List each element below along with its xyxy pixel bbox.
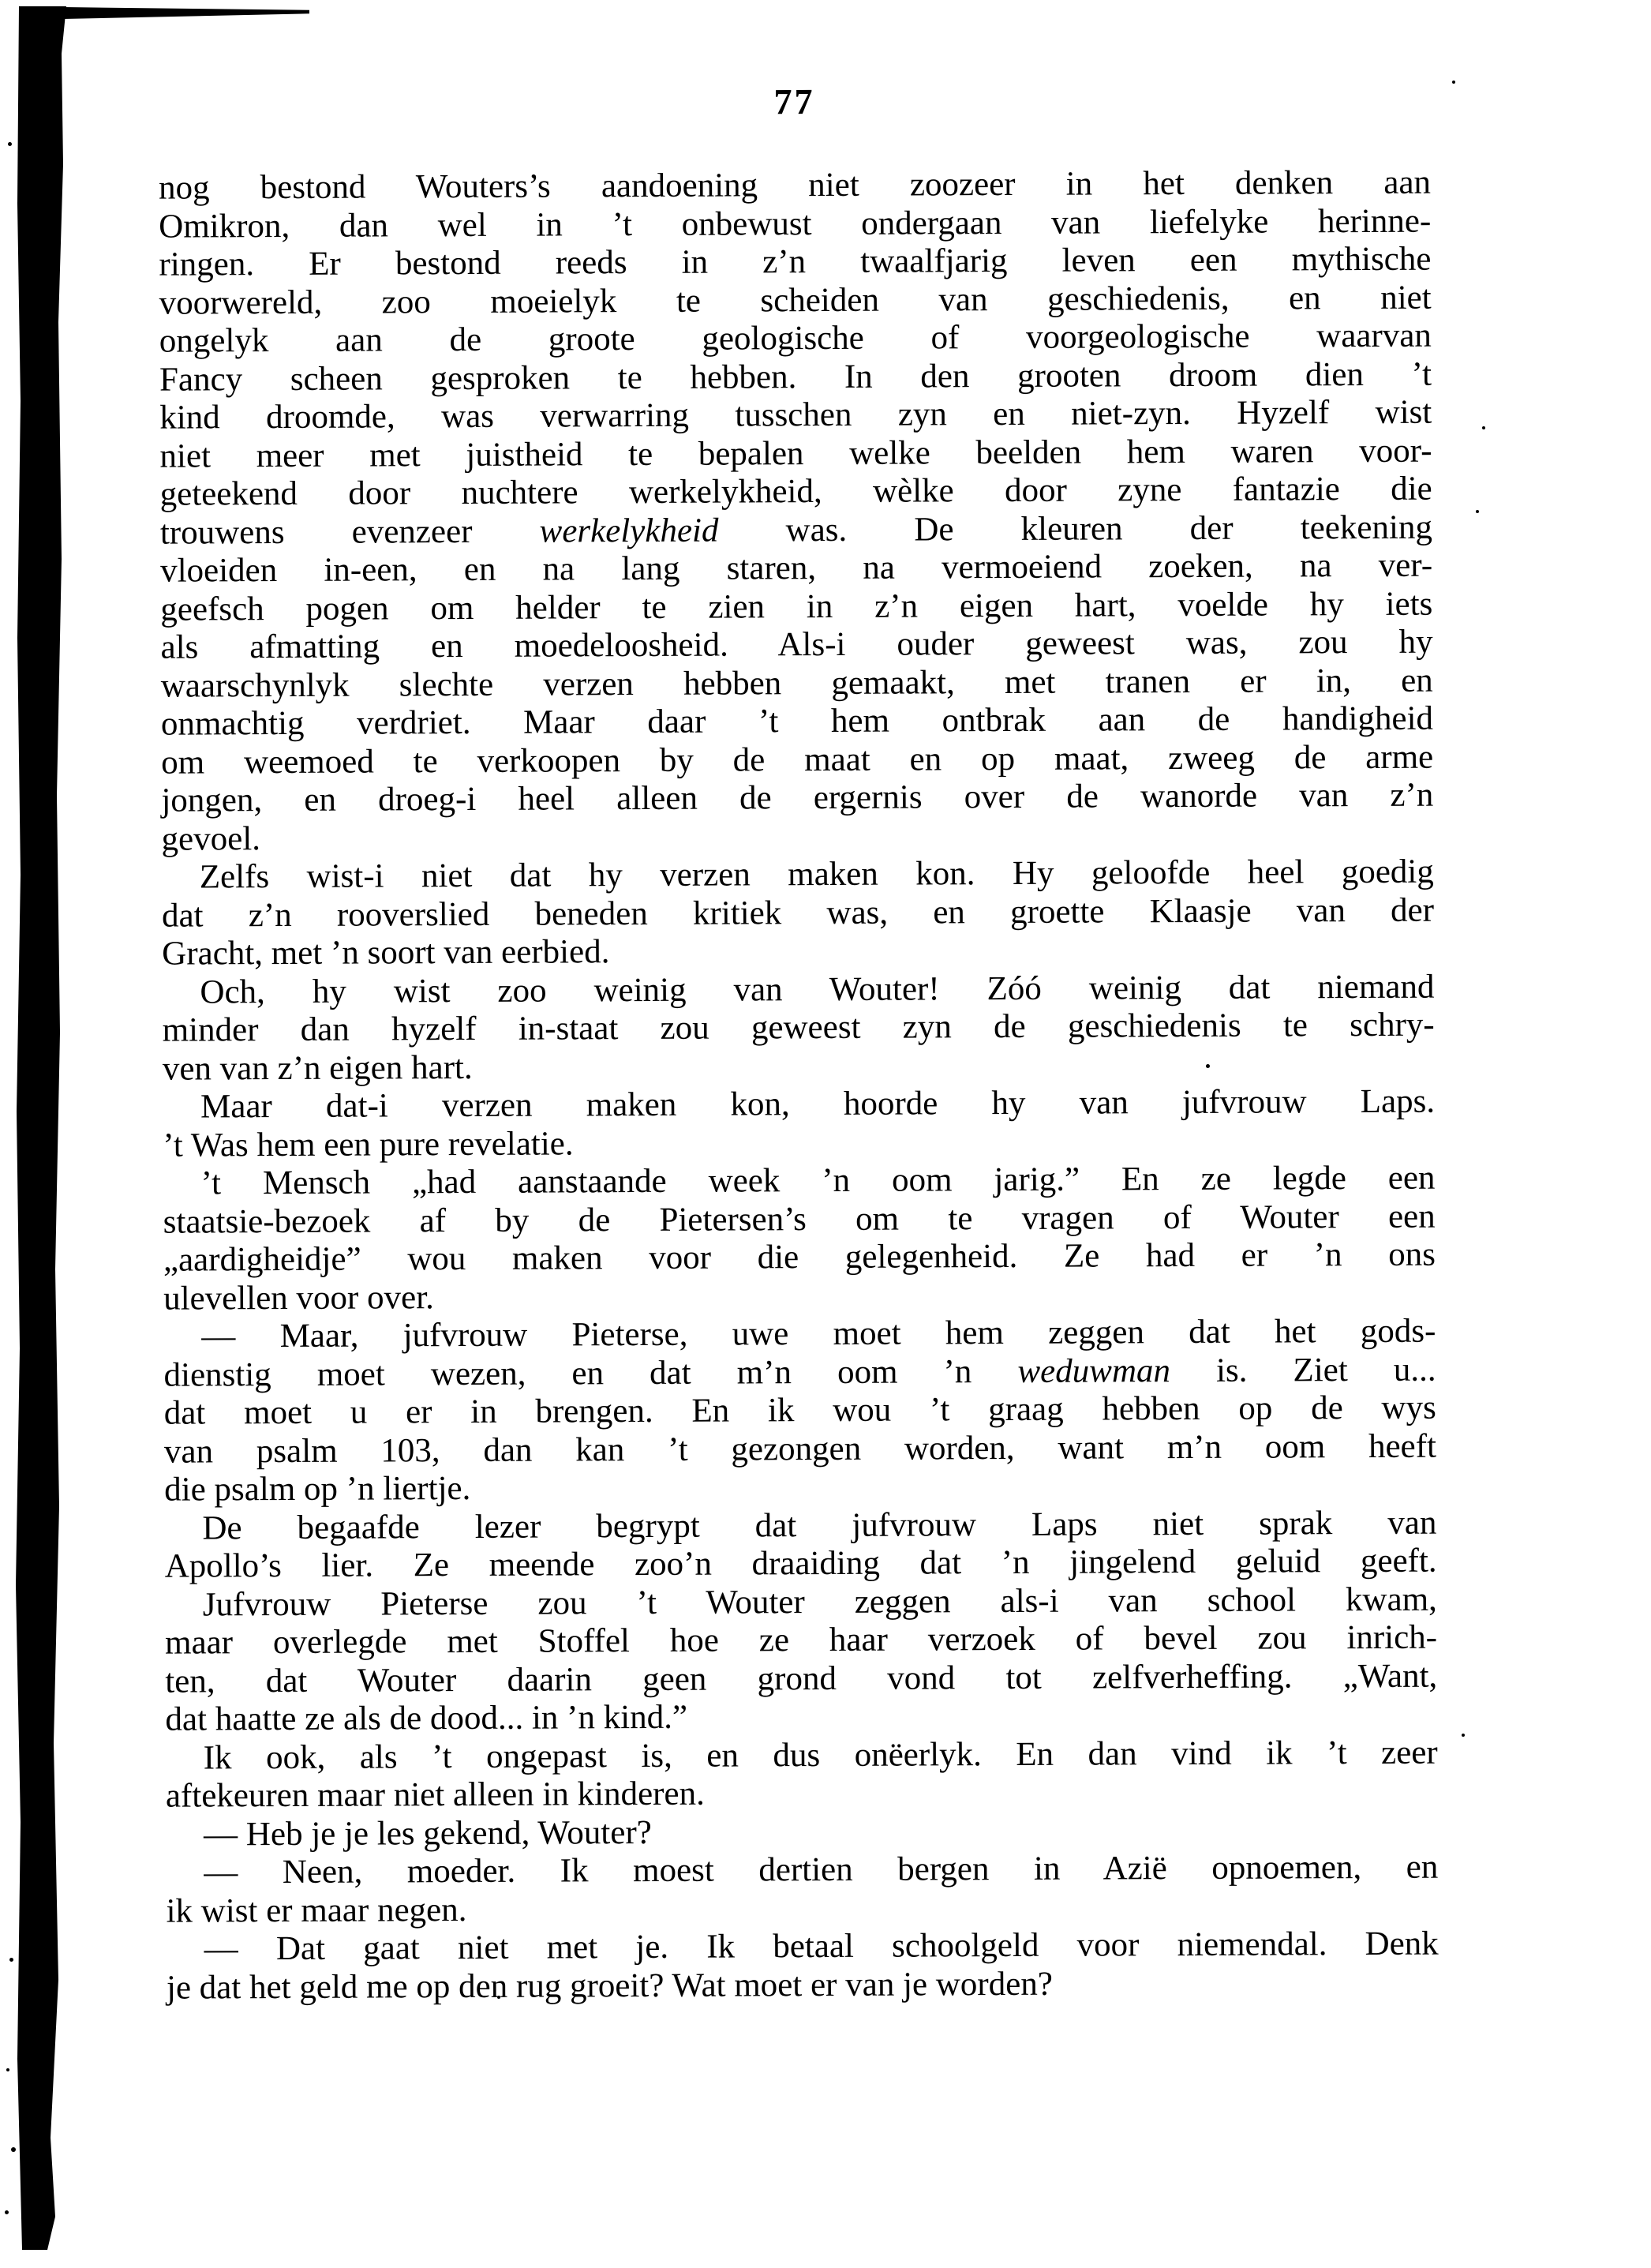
text-segment: geefsch pogen om helder te zien in z’n eigen hart, voelde hy iets xyxy=(160,585,1433,628)
text-line xyxy=(159,394,1432,438)
text-segment: was. De kleuren der teekening xyxy=(718,508,1433,549)
text-segment: als afmatting en moedeloosheid. Als-i ouder geweest was, zou hy xyxy=(160,623,1433,666)
text-line xyxy=(162,891,1434,935)
text-segment: aftekeuren maar niet alleen in kinderen. xyxy=(165,1775,705,1815)
text-segment: Maar dat-i verzen maken kon, hoorde hy van jufvrouw Laps. xyxy=(200,1082,1436,1126)
text-line xyxy=(165,1657,1437,1701)
page-number: 77 xyxy=(773,81,815,122)
text-line xyxy=(159,241,1431,285)
text-segment: minder dan hyzelf in-staat zou geweest zyn de geschiedenis te schry- xyxy=(162,1006,1435,1049)
text-segment: kind droomde, was verwarring tusschen zyn en niet-zyn. Hyzelf wist xyxy=(159,393,1432,437)
text-segment: vloeiden in-een, en na lang staren, na vermoeiend zoeken, na ver- xyxy=(160,546,1433,590)
text-segment: — Neen, moeder. Ik moest dertien bergen in Azië opnoemen, en xyxy=(204,1848,1439,1891)
text-segment: ongelyk aan de groote geologische of voorgeologische waarvan xyxy=(159,317,1432,360)
text-segment: nog bestond Wouters’s aandoening niet zoozeer in het denken aan xyxy=(158,163,1432,207)
text-line xyxy=(161,738,1433,782)
text-segment: niet meer met juistheid te bepalen welke beelden hem waren voor- xyxy=(159,432,1432,475)
text-segment: waarschynlyk slechte verzen hebben gemaakt, met tranen er in, en xyxy=(160,662,1433,705)
text-line xyxy=(166,1734,1438,1778)
text-segment: Och, hy wist zoo weinig van Wouter! Zóó weinig dat niemand xyxy=(200,968,1435,1010)
text-segment: — Heb je je les gekend, Wouter? xyxy=(204,1813,652,1853)
text-line xyxy=(159,432,1432,476)
text-line xyxy=(166,1772,1438,1816)
text-line xyxy=(160,470,1432,515)
text-segment: Ik ook, als ’t ongepast is, en dus onëerlyk. En dan vind ik ’t zeer xyxy=(203,1734,1438,1776)
text-line xyxy=(166,1810,1438,1854)
text-line xyxy=(163,1044,1435,1089)
text-segment: onmachtig verdriet. Maar daar ’t hem ontbrak aan de handigheid xyxy=(160,699,1434,743)
text-line xyxy=(165,1696,1437,1740)
text-segment: staatsie-bezoek af by de Pietersen’s om te vragen of Wouter een xyxy=(163,1198,1436,1241)
text-segment: ringen. Er bestond reeds in z’n twaalfjarig leven een mythische xyxy=(159,240,1432,283)
text-line xyxy=(163,1351,1436,1395)
text-segment: Omikron, dan wel in ’t onbewust ondergaan van liefelyke herinne- xyxy=(159,202,1432,246)
text-segment: ’t Mensch „had aanstaande week ’n oom jarig.” En ze legde een xyxy=(200,1159,1436,1202)
text-line xyxy=(159,202,1431,246)
text-line xyxy=(161,700,1433,744)
text-line xyxy=(163,1160,1435,1204)
text-line xyxy=(164,1389,1436,1434)
text-line xyxy=(160,585,1432,629)
text-segment: ik wist er maar negen. xyxy=(166,1891,467,1930)
text-segment: maar overlegde met Stoffel hoe ze haar verzoek of bevel zou inrich- xyxy=(164,1618,1438,1662)
text-segment: dienstig moet wezen, en dat m’n oom ’n xyxy=(163,1352,1018,1394)
text-segment: Gracht, met ’n soort van eerbied. xyxy=(162,933,610,973)
text-line xyxy=(162,968,1434,1012)
text-line xyxy=(159,279,1432,323)
text-line xyxy=(165,1619,1437,1663)
text-segment: jongen, en droeg-i heel alleen de ergernis over de wanorde van z’n xyxy=(161,776,1434,819)
text-line xyxy=(166,1849,1438,1893)
text-segment: Apollo’s lier. Ze meende zoo’n draaiding dat ’n jingelend geluid geeft. xyxy=(164,1542,1437,1585)
text-line xyxy=(165,1580,1437,1625)
text-line xyxy=(163,1274,1436,1318)
text-segment: — Dat gaat niet met je. Ik betaal schoolgeld voor niemendal. Denk xyxy=(204,1925,1439,1968)
text-segment: dat moet u er in brengen. En ik wou ’t graag hebben op de wys xyxy=(163,1389,1436,1432)
text-segment: ten, dat Wouter daarin geen grond vond tot zelfverheffing. „Want, xyxy=(165,1657,1438,1700)
text-line xyxy=(163,1198,1436,1242)
text-segment: voorwereld, zoo moeielyk te scheiden van geschiedenis, en niet xyxy=(159,279,1432,322)
text-segment: die psalm op ’n liertje. xyxy=(164,1469,471,1509)
text-line xyxy=(165,1543,1437,1587)
text-segment: gevoel. xyxy=(161,819,261,858)
text-line xyxy=(162,815,1434,859)
text-segment: ven van z’n eigen hart. xyxy=(162,1048,473,1088)
text-line xyxy=(159,164,1431,208)
text-line xyxy=(163,1007,1435,1051)
italic-text-segment: weduwman xyxy=(1017,1351,1171,1390)
text-segment: trouwens evenzeer xyxy=(159,512,540,552)
text-line xyxy=(163,1313,1436,1357)
italic-text-segment: werkelykheid xyxy=(539,512,719,550)
text-segment: is. Ziet u... xyxy=(1170,1351,1436,1389)
text-line xyxy=(166,1887,1438,1931)
text-line xyxy=(167,1963,1439,2007)
text-line xyxy=(161,662,1433,706)
text-segment: van psalm 103, dan kan ’t gezongen worden, want m’n oom heeft xyxy=(163,1427,1437,1471)
text-line xyxy=(164,1427,1436,1471)
text-line xyxy=(164,1466,1436,1510)
text-line xyxy=(160,508,1432,553)
text-line xyxy=(159,355,1432,399)
text-line xyxy=(159,317,1432,362)
text-line xyxy=(162,853,1434,898)
text-line xyxy=(160,624,1432,668)
text-line xyxy=(163,1236,1436,1280)
text-line xyxy=(164,1504,1436,1548)
text-segment: geteekend door nuchtere werkelykheid, wèlke door zyne fantazie die xyxy=(159,470,1432,513)
body-text xyxy=(159,164,1439,2007)
text-segment: De begaafde lezer begrypt dat jufvrouw Laps niet sprak van xyxy=(202,1504,1437,1546)
text-segment: ’t Was hem een pure revelatie. xyxy=(163,1124,574,1164)
text-line xyxy=(163,1121,1435,1165)
text-line xyxy=(163,1083,1435,1127)
text-line xyxy=(161,777,1433,821)
text-line xyxy=(167,1925,1439,1970)
text-segment: Fancy scheen gesproken te hebben. In den grooten droom dien ’t xyxy=(159,355,1432,399)
text-segment: dat z’n rooverslied beneden kritiek was, en groette Klaasje van der xyxy=(161,891,1435,935)
text-line xyxy=(160,547,1432,591)
text-segment: — Maar, jufvrouw Pieterse, uwe moet hem zeggen dat het gods- xyxy=(201,1312,1436,1355)
text-segment: „aardigheidje” wou maken voor die gelegenheid. Ze had er ’n ons xyxy=(163,1235,1436,1279)
text-segment: dat haatte ze als de dood... in ’n kind.” xyxy=(165,1698,688,1738)
text-segment: ulevellen voor over. xyxy=(163,1278,434,1318)
text-line xyxy=(162,930,1434,974)
text-segment: Jufvrouw Pieterse zou ’t Wouter zeggen als-i van school kwam, xyxy=(202,1580,1437,1623)
text-segment: Zelfs wist-i niet dat hy verzen maken kon. Hy geloofde heel goedig xyxy=(199,853,1434,896)
text-segment: om weemoed te verkoopen by de maat en op maat, zweeg de arme xyxy=(161,738,1434,782)
text-segment: je dat het geld me op den rug groeit? Wat moet er van je worden? xyxy=(166,1965,1053,2007)
